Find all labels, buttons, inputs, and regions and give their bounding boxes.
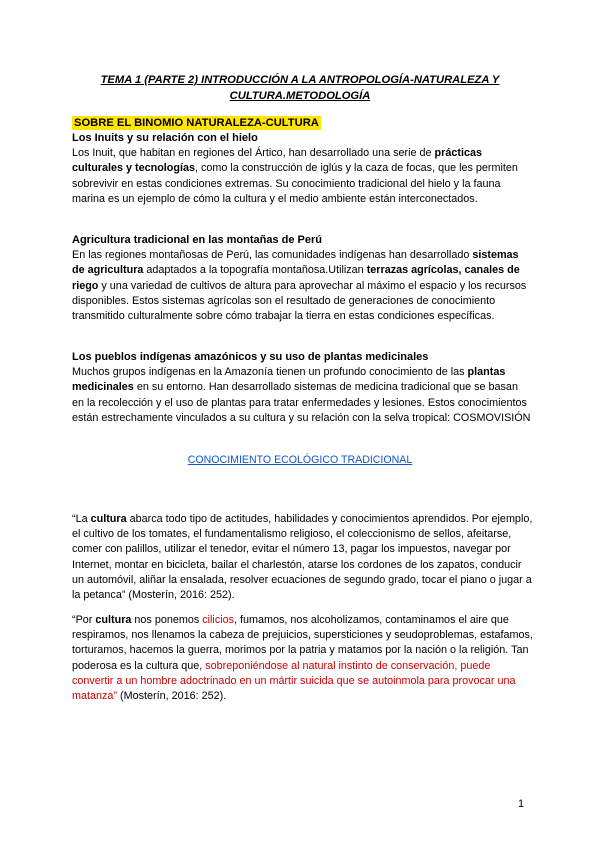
quote1-bold: cultura [90,513,127,525]
document-title [72,72,528,104]
peru-paragraph [72,248,532,324]
inuit-text-1: Los Inuit, que habitan en regiones del Ártico, han desarrollado una serie de [72,147,435,160]
amazon-text-1: Muchos grupos indígenas en la Amazonía tienen un profundo conocimiento de las [72,366,468,379]
quote2-text-1: “Por [72,614,96,626]
amazon-section [72,350,532,426]
inuit-heading: Los Inuits y su relación con el hielo [72,132,258,144]
peru-bold-2: terrazas agrícolas, canales de riego [72,264,520,292]
quote1-text-2: abarca todo tipo de actitudes, habilidades y conocimientos aprendidos. Por ejemplo, el cultivo de los tomates, el fundamentalismo religioso, el coleccionismo de sellos, afeitarse, comer con palillos, utilizar el tenedor, evitar el número 13, pagar los impuestos, navegar por Internet, montar en bicicleta, bailar el charlestón, atarse los cordones de los zapatos, conducir un automóvil, aliñar la ensalada, resolver ecuaciones de segundo grado, tocar el piano o jugar a la petanca” (Mosterín, 2016: 252). [72,513,533,602]
amazon-text-2: en su entorno. Han desarrollado sistemas de medicina tradicional que se basan en la recolección y el uso de plantas para tratar enfermedades y lesiones. Estos conocimientos están estrechamente vinculados a su cultura y su relación con la selva tropical: COSMOVISIÓN [72,381,531,424]
tek-link[interactable]: CONOCIMIENTO ECOLÓGICO TRADICIONAL [187,454,413,466]
quote-1 [72,512,534,603]
quote2-red-2: sobreponiéndose al natural instinto de conservación, puede convertir a un hombre adoctrinado en un mártir suicida que se autoinmola para provocar una matanza” [72,659,516,703]
peru-bold-1: sistemas de agricultura [72,249,519,277]
peru-heading: Agricultura tradicional en las montañas de Perú [72,234,323,246]
page-number: 1 [518,798,525,810]
quote2-text-4: (Mosterín, 2016: 252). [117,690,227,703]
quote1-text-1: “La [72,513,91,525]
inuit-paragraph [72,146,532,207]
peru-text-3: y una variedad de cultivos de altura para aprovechar al máximo el espacio y los recursos disponibles. Estos sistemas agrícolas son el resultado de generaciones de conocimiento transmitido culturalmente sobre cómo trabajar la tierra en estas condiciones específicas. [72,279,527,323]
quote2-text-2: nos ponemos [131,614,203,626]
amazon-paragraph [72,365,532,426]
inuit-section [72,131,532,207]
quote2-bold: cultura [95,614,132,626]
quote2-text-3: , fumamos, nos alcoholizamos, contaminamos el aire que respiramos, nos llenamos la cabeza de prejuicios, supersticiones y seudoproblemas, estafamos, torturamos, hacemos la guerra, morimos por la patria y matamos por la nación o la religión. Tan poderosa es la cultura que, [72,614,533,672]
inuit-bold-1: prácticas culturales y tecnologías [72,147,482,175]
peru-text-2: adaptados a la topografía montañosa.Utilizan [143,264,367,277]
quote2-red-1: cilicios [202,614,235,626]
amazon-bold-1: plantas medicinales [72,366,506,394]
section-heading-highlighted: SOBRE EL BINOMIO NATURALEZA-CULTURA [74,117,319,129]
inuit-text-2: , como la construcción de iglús y la caza de focas, que les permiten sobrevivir en estas condiciones extremas. Su conocimiento tradicional del hielo y la fauna marina es un ejemplo de cómo la cultura y el medio ambiente están interconectados. [72,162,518,205]
title-line-2: CULTURA.METODOLOGÍA [229,90,371,102]
amazon-heading: Los pueblos indígenas amazónicos y su uso de plantas medicinales [72,351,429,363]
quote-2 [72,613,534,704]
peru-text-1: En las regiones montañosas de Perú, las comunidades indígenas han desarrollado [72,249,473,262]
peru-section [72,233,532,324]
title-line-1: TEMA 1 (PARTE 2) INTRODUCCIÓN A LA ANTROPOLOGÍA-NATURALEZA Y [100,74,500,86]
